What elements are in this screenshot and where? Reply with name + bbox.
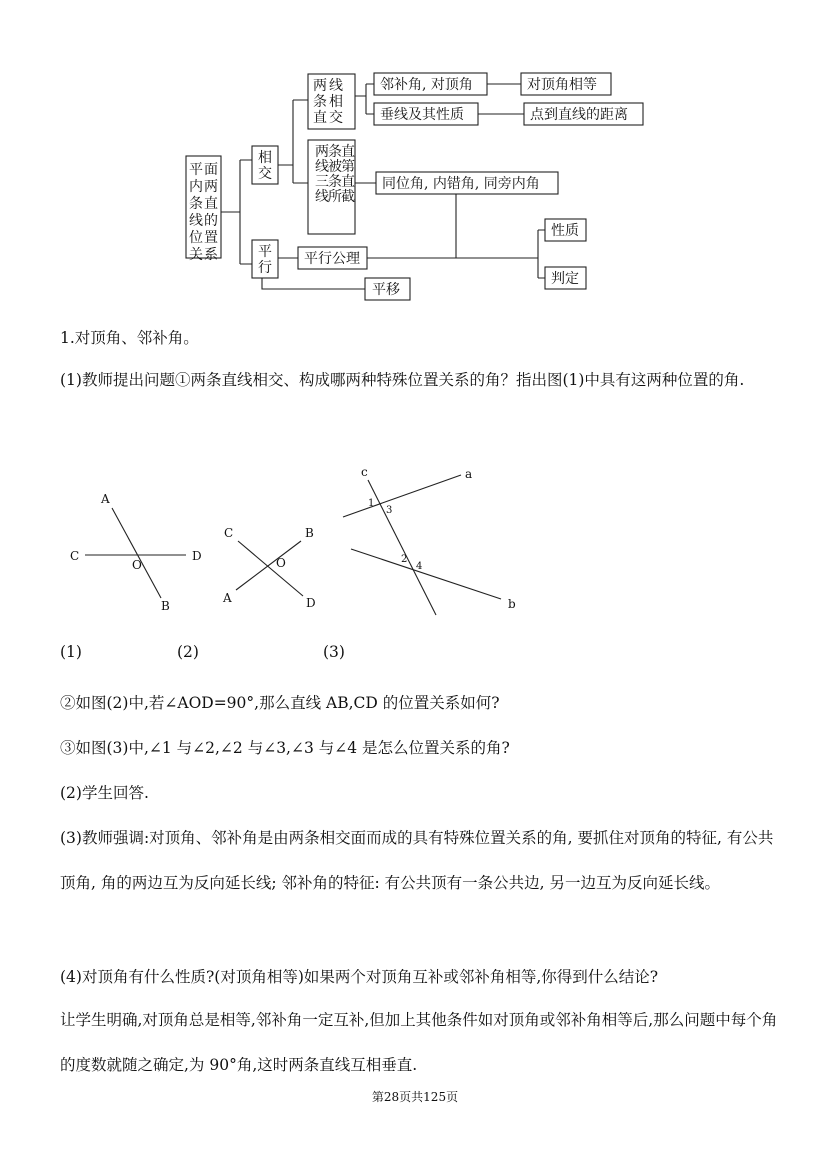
fig3-label-a: a (465, 467, 473, 481)
fig1-label-o: O (132, 558, 142, 572)
fig3-label-2: 2 (401, 554, 408, 565)
node-properties-label: 性质 (551, 223, 579, 239)
fig3-label-1: 1 (368, 498, 375, 509)
node-translation-label: 平移 (372, 282, 400, 298)
fig2-label-b: B (305, 526, 314, 540)
paragraph-teacher-emphasis: (3)教师强调:对顶角、邻补角是由两条相交面而成的具有特殊位置关系的角, 要抓住对顶角的特征, 有公共顶角, 角的两边互为反向延长线; 邻补角的特征: 有公共顶有一条公共边, 另一边互为反向延长线。 (60, 829, 774, 892)
fig2-label-o: O (276, 556, 286, 570)
paragraph-conclusion: 让学生明确,对顶角总是相等,邻补角一定互补,但加上其他条件如对顶角或邻补角相等后,那么问题中每个角的度数就随之确定,为 90°角,这时两条直线互相垂直. (60, 1011, 778, 1074)
paragraph-question-3: ③如图(3)中,∠1 与∠2,∠2 与∠3,∠3 与∠4 是怎么位置关系的角? (60, 739, 510, 757)
fig3-label-b: b (508, 597, 516, 611)
paragraph-question-2: ②如图(2)中,若∠AOD=90°,那么直线 AB,CD 的位置关系如何? (60, 694, 500, 712)
figure-2 (222, 526, 316, 610)
node-point-line-distance-label: 点到直线的距离 (530, 107, 628, 123)
node-judgement-label: 判定 (551, 271, 579, 287)
node-angle-types-label: 同位角, 内错角, 同旁内角 (382, 176, 540, 192)
fig1-label-c: C (70, 549, 80, 563)
fig2-line-ab (236, 541, 301, 590)
fig1-line-ab (112, 508, 161, 598)
page-footer: 第28页共125页 (371, 1090, 459, 1104)
node-adjacent-vertical-label: 邻补角, 对顶角 (380, 77, 473, 93)
fig3-line-c (368, 480, 436, 615)
node-parallel-label: 平行 (258, 244, 272, 276)
node-parallel-axiom-label: 平行公理 (304, 251, 360, 267)
paragraph-question-4: (4)对顶角有什么性质?(对顶角相等)如果两个对顶角互补或邻补角相等,你得到什么结论? (60, 968, 659, 986)
caption-figure-1: (1) (60, 643, 82, 661)
fig3-label-4: 4 (416, 561, 423, 572)
fig2-label-c: C (224, 526, 234, 540)
fig3-line-b (351, 549, 501, 599)
caption-figure-2: (2) (177, 643, 199, 661)
section-title: 1.对顶角、邻补角。 (60, 329, 199, 347)
figure-1 (70, 492, 202, 613)
fig2-label-a: A (223, 591, 232, 605)
node-perpendicular-label: 垂线及其性质 (380, 107, 464, 123)
node-two-lines-intersect-label: 两 线条 相直 交 (313, 78, 343, 126)
paragraph-student-answer: (2)学生回答. (60, 784, 149, 802)
caption-figure-3: (3) (323, 643, 345, 661)
fig2-line-cd (238, 541, 303, 596)
fig1-label-d: D (192, 549, 202, 563)
fig3-label-c: c (361, 465, 368, 479)
node-intersect-label: 相交 (258, 150, 272, 182)
node-root-label: 平面内两条直线的位置关系 (189, 162, 218, 263)
fig3-label-3: 3 (386, 505, 393, 516)
fig1-label-b: B (161, 599, 170, 613)
node-vertical-equal-label: 对顶角相等 (527, 77, 597, 93)
fig1-label-a: A (101, 492, 110, 506)
paragraph-question-1: (1)教师提出问题①两条直线相交、构成哪两种特殊位置关系的角？指出图(1)中具有这两种位置的角. (60, 371, 745, 389)
fig3-line-a (343, 475, 461, 517)
node-three-lines-cut-label: 两条直线被第三条直线所截 (315, 144, 355, 205)
figure-3 (343, 465, 516, 615)
fig2-label-d: D (306, 596, 316, 610)
